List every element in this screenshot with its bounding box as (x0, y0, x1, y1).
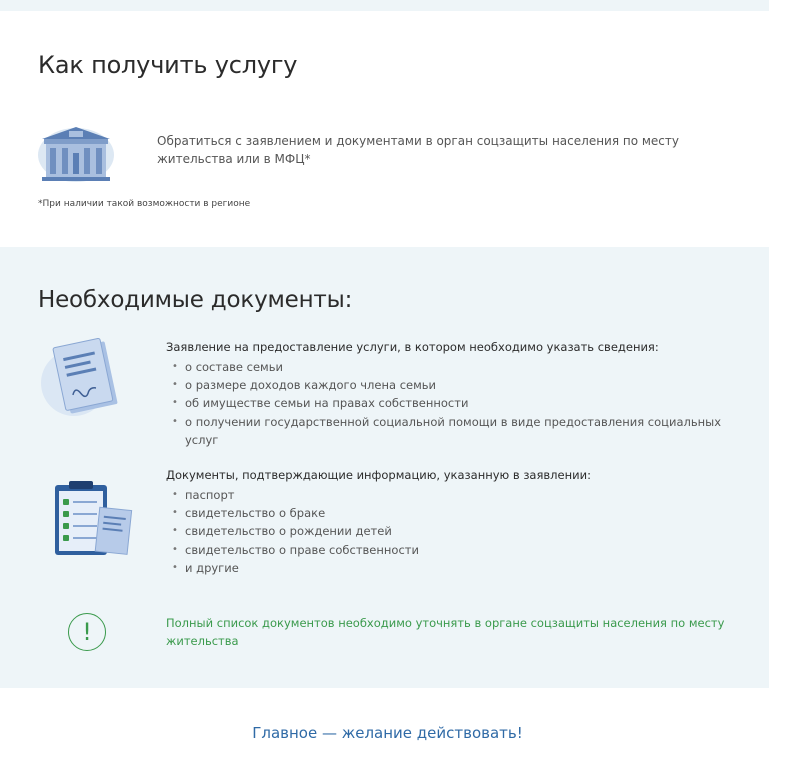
required-documents-title: Необходимые документы: (38, 287, 353, 313)
list-item: • свидетельство о праве собственности (166, 541, 726, 559)
government-building-icon (36, 121, 116, 183)
list-item: • о размере доходов каждого члена семьи (166, 376, 726, 394)
document-group-supporting (166, 467, 726, 577)
list-item: • свидетельство о рождении детей (166, 522, 726, 540)
list-item: • о составе семьи (166, 358, 726, 376)
alert-text: Полный список документов необходимо уточнять в органе соцзащиты населения по месту жительства (166, 616, 725, 648)
how-to-get-text: Обратиться с заявлением и документами в орган соцзащиты населения по месту жительства или в МФЦ* (157, 134, 679, 166)
list-item: • паспорт (166, 486, 726, 504)
group-list (166, 486, 726, 577)
list-item: • о получении государственной социальной помощи в виде предоставления социальных услуг (166, 413, 726, 449)
list-item: • свидетельство о браке (166, 504, 726, 522)
checklist-clipboard-icon (45, 479, 137, 563)
exclamation-icon: ! (68, 613, 106, 651)
signed-document-icon (40, 329, 136, 429)
how-to-get-section (0, 11, 769, 247)
list-item: • об имуществе семьи на правах собственности (166, 394, 726, 412)
how-to-get-title: Как получить услугу (38, 51, 298, 79)
document-group-application (166, 339, 726, 449)
group-heading: Заявление на предоставление услуги, в котором необходимо указать сведения: (166, 340, 659, 354)
slogan: Главное — желание действовать! (252, 724, 523, 742)
top-strip (0, 0, 769, 11)
required-documents-section (0, 247, 769, 688)
group-heading: Документы, подтверждающие информацию, указанную в заявлении: (166, 468, 591, 482)
footnote: *При наличии такой возможности в регионе (38, 199, 251, 209)
group-list (166, 358, 726, 449)
list-item: • и другие (166, 559, 726, 577)
